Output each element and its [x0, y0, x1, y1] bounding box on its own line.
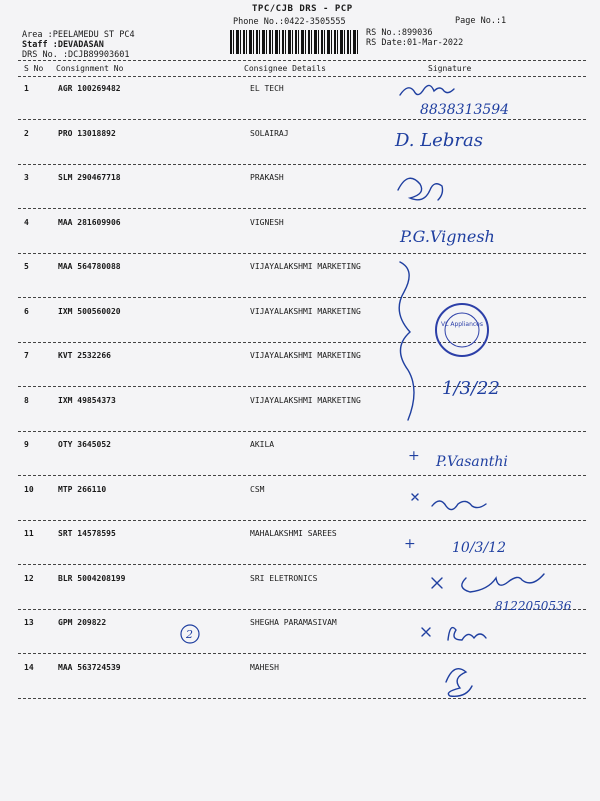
- row-consignment: OTY 3645052: [58, 440, 111, 449]
- columns-divider: [18, 76, 586, 77]
- col-sno: S No: [24, 64, 44, 73]
- row-divider: [18, 609, 586, 610]
- row-consignee: VIGNESH: [250, 218, 284, 227]
- row-consignment: KVT 2532266: [58, 351, 111, 360]
- page-number: Page No.:1: [455, 16, 507, 26]
- row-consignee: SOLAIRAJ: [250, 129, 289, 138]
- svg-text:+: +: [408, 448, 420, 464]
- signature-9: [408, 448, 508, 470]
- row-sno: 6: [24, 307, 29, 316]
- row-sno: 11: [24, 529, 34, 538]
- col-signature: Signature: [428, 64, 472, 73]
- signature-11-text: 10/3/12: [452, 540, 506, 556]
- signature-14: [446, 669, 472, 697]
- row-consignee: SRI ELETRONICS: [250, 574, 318, 583]
- signature-13: [181, 625, 486, 643]
- row-consignee: VIJAYALAKSHMI MARKETING: [250, 396, 361, 405]
- row-consignee: SHEGHA PARAMASIVAM: [250, 618, 337, 627]
- row-consignee: VIJAYALAKSHMI MARKETING: [250, 262, 361, 271]
- row-sno: 9: [24, 440, 29, 449]
- signature-9-text: P.Vasanthi: [436, 454, 508, 470]
- mark-13: 2: [186, 628, 193, 641]
- signature-10: [412, 494, 486, 510]
- staff-label: Staff :DEVADASAN: [22, 40, 104, 50]
- svg-text:+: +: [404, 536, 416, 552]
- bracket-rows-5-8: [399, 262, 414, 420]
- signature-12-phone: 8122050536: [495, 599, 572, 613]
- row-sno: 5: [24, 262, 29, 271]
- rs-date: RS Date:01-Mar-2022: [366, 38, 464, 48]
- row-consignee: VIJAYALAKSHMI MARKETING: [250, 351, 361, 360]
- row-consignment: MAA 281609906: [58, 218, 121, 227]
- svg-text:1/3/22: 1/3/22: [442, 378, 500, 399]
- company-stamp: [436, 304, 488, 356]
- barcode: [230, 30, 360, 54]
- row-consignee: PRAKASH: [250, 173, 284, 182]
- row-consignment: IXM 49854373: [58, 396, 116, 405]
- row-consignee: VIJAYALAKSHMI MARKETING: [250, 307, 361, 316]
- header-divider: [18, 60, 586, 61]
- signature-3: [398, 178, 443, 200]
- row-sno: 2: [24, 129, 29, 138]
- signature-2: [394, 130, 483, 151]
- rs-info-block: [366, 28, 463, 48]
- row-consignee: AKILA: [250, 440, 275, 449]
- row-consignment: AGR 100269482: [58, 84, 121, 93]
- document-title: TPC/CJB DRS - PCP: [252, 4, 353, 14]
- row-consignment: SRT 14578595: [58, 529, 116, 538]
- row-sno: 13: [24, 618, 34, 627]
- signature-11: [404, 536, 506, 556]
- row-sno: 14: [24, 663, 34, 672]
- row-consignment: MAA 563724539: [58, 663, 121, 672]
- row-consignment: MAA 564780088: [58, 262, 121, 271]
- row-divider: [18, 208, 586, 209]
- row-sno: 4: [24, 218, 29, 227]
- row-divider: [18, 253, 586, 254]
- row-divider: [18, 342, 586, 343]
- row-divider: [18, 386, 586, 387]
- row-consignment: BLR 5004208199: [58, 574, 126, 583]
- row-consignment: SLM 290467718: [58, 173, 121, 182]
- row-consignee: MAHALAKSHMI SAREES: [250, 529, 337, 538]
- row-consignee: MAHESH: [250, 663, 279, 672]
- row-divider: [18, 653, 586, 654]
- row-divider: [18, 475, 586, 476]
- row-divider: [18, 431, 586, 432]
- drs-number: DRS No. :DCJB89903601: [22, 50, 130, 60]
- signature-12: [432, 574, 572, 613]
- rs-number: RS No.:899036: [366, 28, 433, 38]
- signature-4: [399, 227, 495, 246]
- row-consignment: IXM 500560020: [58, 307, 121, 316]
- col-consignment: Consignment No: [56, 64, 124, 73]
- row-divider: [18, 164, 586, 165]
- row-divider: [18, 297, 586, 298]
- row-divider: [18, 564, 586, 565]
- col-consignee: Consignee Details: [244, 64, 326, 73]
- signature-1-phone: 8838313594: [420, 102, 510, 118]
- signature-date: [442, 378, 500, 399]
- row-consignment: GPM 209822: [58, 618, 107, 627]
- row-sno: 8: [24, 396, 29, 405]
- row-consignee: EL TECH: [250, 84, 284, 93]
- signature-1: [400, 85, 509, 118]
- row-divider: [18, 119, 586, 120]
- row-divider: [18, 520, 586, 521]
- row-consignment: MTP 266110: [58, 485, 107, 494]
- area-label: Area :PEELAMEDU ST PC4: [22, 30, 135, 40]
- phone-number: Phone No.:0422-3505555: [233, 17, 346, 27]
- row-sno: 1: [24, 84, 29, 93]
- row-sno: 3: [24, 173, 29, 182]
- stamp-text: VL Appliances: [440, 321, 484, 328]
- signature-2-text: D. Lebras: [395, 130, 483, 151]
- row-divider: [18, 698, 586, 699]
- row-sno: 10: [24, 485, 34, 494]
- signature-4-text: P.G.Vignesh: [400, 227, 495, 246]
- row-sno: 7: [24, 351, 29, 360]
- row-consignee: CSM: [250, 485, 265, 494]
- left-info-block: [22, 30, 135, 60]
- row-consignment: PRO 13018892: [58, 129, 116, 138]
- row-sno: 12: [24, 574, 34, 583]
